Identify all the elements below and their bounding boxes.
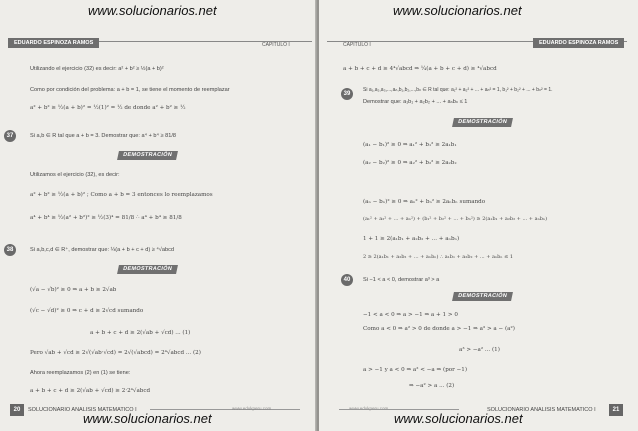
right-line: Como a < 0 ⇒ a² > 0 de donde a > −1 ⇒ a³ > a − (a²) <box>363 326 515 332</box>
left-line: a + b + c + d ≥ 2(√ab + √cd) ... (1) <box>90 330 191 336</box>
page-number: 21 <box>609 404 623 416</box>
right-line: ⇒ −a² > a ... (2) <box>409 383 455 389</box>
right-line: 1 + 1 ≥ 2(a₁b₁ + a₂b₂ + ... + aₙbₙ) <box>363 236 460 242</box>
left-line: a² + b² ≥ ½(a + b)² = ½(1)² = ½ de donde a² + b² ≥ ½ <box>30 105 186 111</box>
footer-rule <box>339 409 459 410</box>
left-chapter-label: CAPITULO I <box>262 42 290 48</box>
right-line: (a₁² + a₂² + ... + aₙ²) + (b₁² + b₂² + ... + bₙ²) ≥ 2(a₁b₁ + a₂b₂ + ... + aₙbₙ) <box>363 216 548 222</box>
left-line: (√a − √b)² ≥ 0 ⇒ a + b ≥ 2√ab <box>30 287 117 293</box>
left-line: (√c − √d)² ≥ 0 ⇒ c + d ≥ 2√cd sumando <box>30 308 144 314</box>
watermark-top: www.solucionarios.net <box>393 3 522 18</box>
demonstration-banner: DEMOSTRACIÓN <box>117 265 178 274</box>
problem-number: 38 <box>4 244 16 256</box>
right-line: 2 ≥ 2(a₁b₁ + a₂b₂ + ... + aₙbₙ) ∴ a₁b₁ + a₂b₂ + ... + aₙbₙ ≤ 1 <box>363 254 514 260</box>
left-line: a² + b² ≥ ½(a + b)² ; Como a + b = 3 entonces lo reemplazamos <box>30 192 213 198</box>
watermark-top: www.solucionarios.net <box>88 3 217 18</box>
watermark-bottom: www.solucionarios.net <box>394 411 523 426</box>
demonstration-banner: DEMOSTRACIÓN <box>452 118 513 127</box>
page-number: 20 <box>10 404 24 416</box>
left-line: Pero √ab + √cd ≥ 2√(√ab·√cd) = 2√(√abcd) = 2⁴√abcd ... (2) <box>30 350 201 356</box>
right-page <box>319 0 638 431</box>
problem-number: 37 <box>4 130 16 142</box>
right-line: (aₙ − bₙ)² ≥ 0 ⇒ aₙ² + bₙ² ≥ 2aₙbₙ sumando <box>363 199 486 205</box>
left-line: Utilizando el ejercicio (32) es decir: a² + b² ≥ ½(a + b)² <box>30 66 164 72</box>
problem-number: 39 <box>341 88 353 100</box>
left-author-tag: EDUARDO ESPINOZA RAMOS <box>8 38 99 48</box>
left-line: Como por condición del problema: a + b = 1, se tiene el momento de reemplazar <box>30 87 230 93</box>
right-author-tag: EDUARDO ESPINOZA RAMOS <box>533 38 624 48</box>
footer-rule <box>150 409 300 410</box>
right-line: Demostrar que: a₁b₁ + a₂b₂ + ... + aₙbₙ ≤ 1 <box>363 99 468 105</box>
right-line: (a₂ − b₂)² ≥ 0 ⇒ a₂² + b₂² ≥ 2a₂b₂ <box>363 160 457 166</box>
right-line: a + b + c + d ≥ 4⁴√abcd ⇒ ¼(a + b + c + d) ≥ ⁴√abcd <box>343 66 497 72</box>
left-line: a + b + c + d ≥ 2(√ab + √cd) ≥ 2·2⁴√abcd <box>30 388 151 394</box>
problem-number: 40 <box>341 274 353 286</box>
footer-title: SOLUCIONARIO ANALISIS MATEMATICO I <box>487 407 596 413</box>
right-line: a > −1 y a < 0 ⇒ a² < −a ⇒ (por −1) <box>363 367 468 373</box>
left-page <box>0 0 317 431</box>
right-line: Si a₁,a₂,a₃,...,aₙ,b₁,b₂,...,bₙ ∈ R tal que: a₁² + a₂² + ... + aₙ² = 1, b₁² + b₂² + ... + bₙ² = 1. <box>363 87 553 93</box>
footer-title: SOLUCIONARIO ANALISIS MATEMATICO I <box>28 407 137 413</box>
left-line: a⁴ + b⁴ ≥ ½(a² + b²)² ≥ ½(3)⁴ = 81/8 ∴ a⁴ + b⁴ ≥ 81/8 <box>30 215 182 221</box>
right-line: −1 < a < 0 ⇒ a > −1 ⇒ a + 1 > 0 <box>363 312 458 318</box>
left-line: Utilizamos el ejercicio (32), es decir: <box>30 172 120 178</box>
left-line: Si a,b ∈ R tal que a + b = 3. Demostrar que: a⁴ + b⁴ ≥ 81/8 <box>30 133 176 139</box>
footer-url: www.edukperu.com <box>232 406 272 411</box>
left-line: Ahora reemplazamos (2) en (1) se tiene: <box>30 370 131 376</box>
right-line: Si −1 < a < 0, demostrar a³ > a <box>363 277 440 283</box>
right-line: (a₁ − b₁)² ≥ 0 ⇒ a₁² + b₁² ≥ 2a₁b₁ <box>363 142 457 148</box>
right-line: a³ > −a² ... (1) <box>459 347 500 353</box>
right-chapter-label: CAPITULO I <box>343 42 371 48</box>
left-line: Si a,b,c,d ∈ R⁺, demostrar que: ¼(a + b + c + d) ≥ ⁴√abcd <box>30 247 175 253</box>
demonstration-banner: DEMOSTRACIÓN <box>452 292 513 301</box>
demonstration-banner: DEMOSTRACIÓN <box>117 151 178 160</box>
watermark-bottom: www.solucionarios.net <box>83 411 212 426</box>
